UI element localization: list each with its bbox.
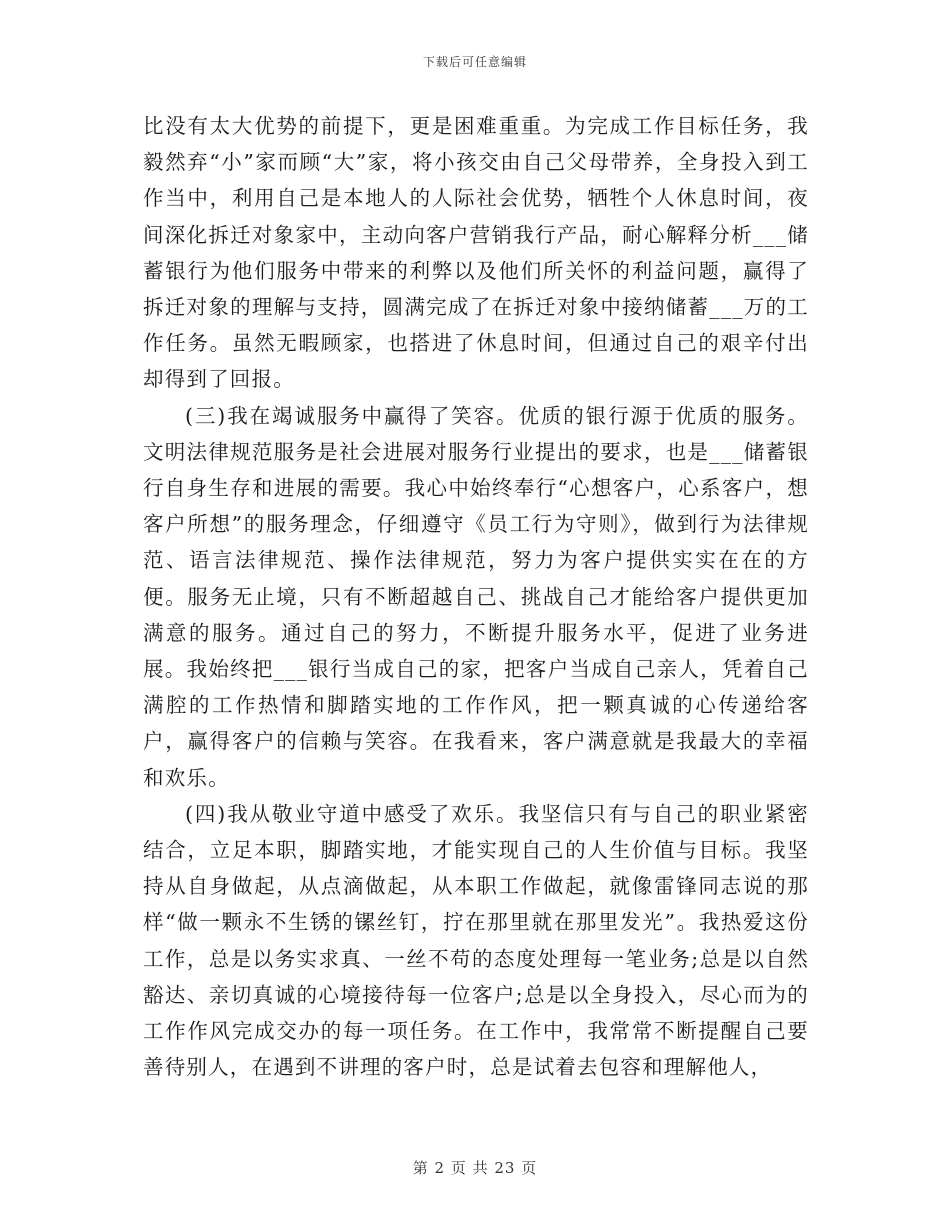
paragraph-2: (三)我在竭诚服务中赢得了笑容。优质的银行源于优质的服务。文明法律规范服务是社会进展对服务行业提出的要求，也是___储蓄银行自身生存和进展的需要。我心中始终奉行“心想客户，心系客户，想客户所想”的服务理念，仔细遵守《员工行为守则》，做到行为法律规范、语言法律规范、操作法律规范，努力为客户提供实实在在的方便。服务无止境，只有不断超越自己、挑战自己才能给客户提供更加满意的服务。通过自己的努力，不断提升服务水平，促进了业务进展。我始终把___银行当成自己的家，把客户当成自己亲人，凭着自己满腔的工作热情和脚踏实地的工作作风，把一颗真诚的心传递给客户，赢得客户的信赖与笑容。在我看来，客户满意就是我最大的幸福和欢乐。 [143,403,809,790]
page-footer: 第 2 页 共 23 页 [412,1159,538,1177]
paragraph-3: (四)我从敬业守道中感受了欢乐。我坚信只有与自己的职业紧密结合，立足本职，脚踏实地，才能实现自己的人生价值与目标。我坚持从自身做起，从点滴做起，从本职工作做起，就像雷锋同志说的那样“做一颗永不生锈的镙丝钉，拧在那里就在那里发光”。我热爱这份工作，总是以务实求真、一丝不苟的态度处理每一笔业务;总是以自然豁达、亲切真诚的心境接待每一位客户;总是以全身投入，尽心而为的工作作风完成交办的每一项任务。在工作中，我常常不断提醒自己要善待别人，在遇到不讲理的客户时，总是试着去包容和理解他人， [143,801,809,1080]
page-header: 下载后可任意编辑 [422,55,527,69]
document-body [143,108,809,1085]
paragraph-1: 比没有太大优势的前提下，更是困难重重。为完成工作目标任务，我毅然弃“小”家而顾“大”家，将小孩交由自己父母带养，全身投入到工作当中，利用自己是本地人的人际社会优势，牺牲个人休息时间，夜间深化拆迁对象家中，主动向客户营销我行产品，耐心解释分析___储蓄银行为他们服务中带来的利弊以及他们所关怀的利益问题，赢得了拆迁对象的理解与支持，圆满完成了在拆迁对象中接纳储蓄___万的工作任务。虽然无暇顾家，也搭进了休息时间，但通过自己的艰辛付出却得到了回报。 [143,114,809,392]
